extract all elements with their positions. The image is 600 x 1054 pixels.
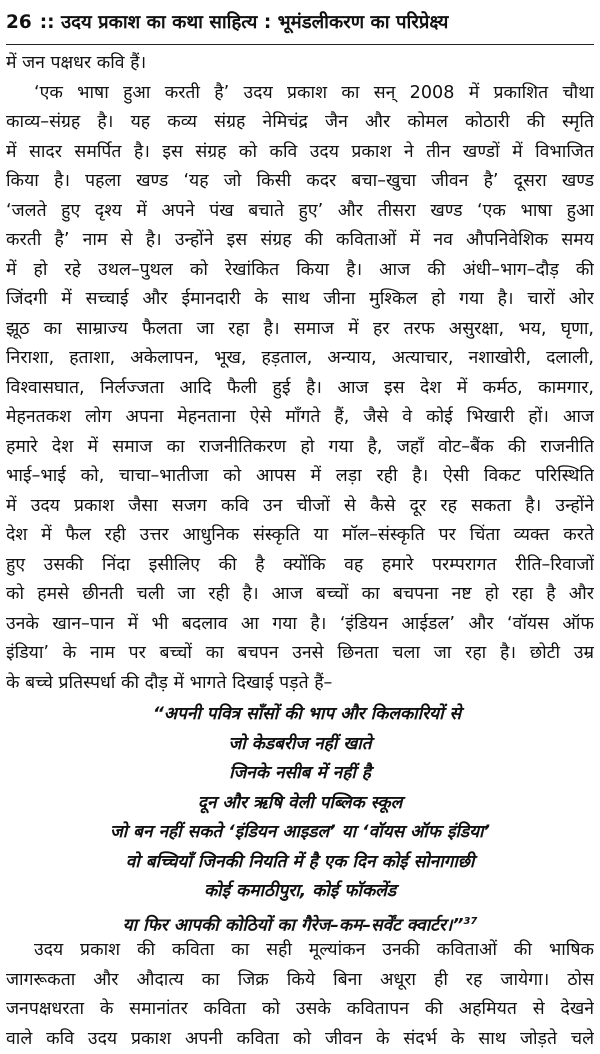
poem-quote (6, 700, 594, 936)
text-line: उनके खान–पान में भी बदलाव आ गया है। ‘इंडियन आईडल’ और ‘वॉयस ऑफ (6, 610, 594, 640)
book-title: उदय प्रकाश का कथा साहित्य : भूमंडलीकरण का परिप्रेक्ष्य (61, 12, 448, 33)
text-line: काव्य–संग्रह है। यह कव्य संग्रह नेमिचंद्र जैन और कोमल कोठारी की स्मृति (6, 108, 594, 138)
header-separator: :: (40, 12, 55, 33)
text-line: झूठ का साम्राज्य फैलता जा रहा है। समाज में हर तरफ असुरक्षा, भय, घृणा, (6, 315, 594, 345)
poem-line-text: या फिर आपकी कोठियों का गैरेज–कम–सर्वेंट क्वार्टर।” (123, 915, 464, 935)
text-line: में हो रहे उथल–पुथल को रेखांकित किया है। आज की अंधी–भाग–दौड़ की (6, 256, 594, 286)
poem-line: दून और ऋषि वेली पब्लिक स्कूल (6, 789, 594, 819)
text-line: जिंदगी में सच्चाई और ईमानदारी के साथ जीना मुश्किल हो गया है। चारों ओर (6, 285, 594, 315)
closing-paragraph (6, 936, 594, 1054)
text-line: के बच्चे प्रतिस्पर्धा की दौड़ में भागते दिखाई पड़ते हैं– (6, 669, 594, 699)
text-line: निराशा, हताशा, अकेलापन, भूख, हड़ताल, अन्याय, अत्याचार, नशाखोरी, दलाली, (6, 344, 594, 374)
poem-line: जो केडबरीज नहीं खाते (6, 730, 594, 760)
page-number: 26 (6, 12, 32, 33)
text-line: वाले कवि उदय प्रकाश अपनी कविता को जीवन के संदर्भ के साथ जोड़ते चले (6, 1025, 594, 1054)
text-line: में उदय प्रकाश जैसा सजग कवि उन चीजों से कैसे दूर रह सकता है। उन्होंने (6, 492, 594, 522)
text-line: देश में फैल रही उत्तर आधुनिक संस्कृति या मॉल–संस्कृति पर चिंता व्यक्त करते (6, 521, 594, 551)
footnote-reference: 37 (463, 916, 477, 927)
text-line: करती है’ नाम से है। उन्होंने इस संग्रह की कविताओं में नव औपनिवेशिक समय (6, 226, 594, 256)
main-paragraph (6, 79, 594, 699)
text-line: हमारे देश में समाज का राजनीतिकरण हो गया है, जहाँ वोट–बैंक की राजनीति (6, 433, 594, 463)
poem-line-with-footnote (6, 907, 594, 937)
book-page (6, 4, 594, 1054)
text-line: हुए उसकी निंदा इसीलिए की है क्योंकि वह हमारे परम्परागत रीति–रिवाजों (6, 551, 594, 581)
text-line: में जन पक्षधर कवि हैं। (6, 49, 594, 79)
text-line: मेहनतकश लोग अपना मेहनताना ऐसे माँगते हैं, जैसे वे कोई भिखारी हों। आज (6, 403, 594, 433)
poem-line: कोई कमाठीपुरा, कोई फॉकलेंड (6, 877, 594, 907)
text-line: को हमसे छीनती चली जा रही है। आज बच्चों का बचपना नष्ट हो रहा है और (6, 580, 594, 610)
poem-line: “अपनी पवित्र साँसों की भाप और किलकारियों से (6, 700, 594, 730)
text-line: विश्वासघात, निर्लज्जता आदि फैली हुई है। आज इस देश में कर्मठ, कामगार, (6, 374, 594, 404)
text-line: उदय प्रकाश की कविता का सही मूल्यांकन उनकी कविताओं की भाषिक (6, 936, 594, 966)
text-line: इंडिया’ के नाम पर बच्चों का बचपन उनसे छिनता चला जा रहा है। छोटी उम्र (6, 639, 594, 669)
text-line: जनपक्षधरता के समानांतर कविता को उसके कवितापन की अहमियत से देखने (6, 995, 594, 1025)
text-line: ‘जलते हुए दृश्य में अपने पंख बचाते हुए’ और तीसरा खण्ड ‘एक भाषा हुआ (6, 197, 594, 227)
text-line: में सादर समर्पित है। इस संग्रह को कवि उदय प्रकाश ने तीन खण्डों में विभाजित (6, 138, 594, 168)
running-header (6, 4, 594, 45)
poem-line: जो बन नहीं सकते ‘इंडियन आइडल’ या ‘वॉयस ऑफ इंडिया’ (6, 818, 594, 848)
text-line: किया है। पहला खण्ड ‘यह जो किसी कदर बचा–खुचा जीवन है’ दूसरा खण्ड (6, 167, 594, 197)
poem-line: जिनके नसीब में नहीं है (6, 759, 594, 789)
poem-line: वो बच्चियाँ जिनकी नियति में है एक दिन कोई सोनागाछी (6, 848, 594, 878)
text-line: जागरूकता और औदात्य का जिक्र किये बिना अधूरा ही रह जायेगा। ठोस (6, 966, 594, 996)
text-line: भाई–भाई को, चाचा–भातीजा को आपस में लड़ा रही है। ऐसी विकट परिस्थिति (6, 462, 594, 492)
text-line: ‘एक भाषा हुआ करती है’ उदय प्रकाश का सन् 2008 में प्रकाशित चौथा (6, 79, 594, 109)
